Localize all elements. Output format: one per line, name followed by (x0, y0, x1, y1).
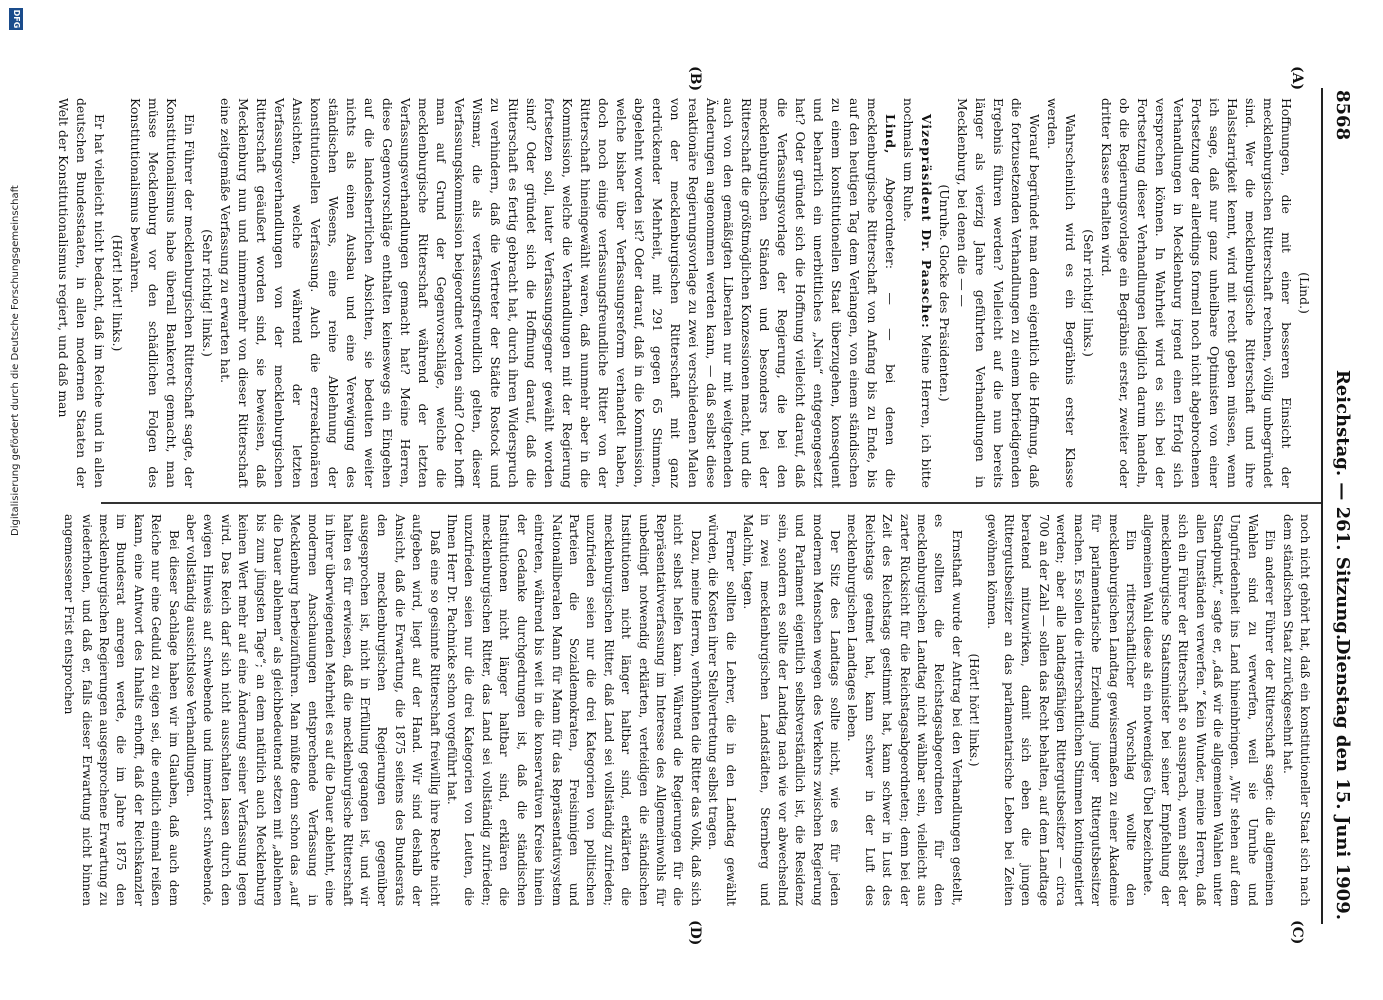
paragraph: Hoffnungen, die mit einer besseren Einsicht der mecklenburgischen Ritterschaft rechnen, völlig unbegründet sind. Wer die mecklenburgische Ritterschaft und ihre Halsstarrigkeit kennt, wird mit recht geben müssen, wenn ich sage, daß nur ganz unheilbare Optimisten von einer Fortsetzung der allerdings formell noch nicht abgebrochenen Verhandlungen in Mecklenburg irgend einen Erfolg sich versprechen können. In Wahrheit wird es sich bei der Fortsetzung dieser Verhandlungen lediglich darum handeln, ob die Regierungsvorlage ein Begräbnis erster, zweiter oder dritter Klasse erhalten wird. (1099, 98, 1295, 488)
paragraph: Ein Führer der mecklenburgischen Ritterschaft sagte, der Konstitutionalismus habe überall Bankerott gemacht, man müsse Mecklenburg vor den schädlichen Folgen des Konstitutionalismus bewahren. (128, 98, 197, 488)
interjection: (Unruhe. Glocke des Präsidenten.) (937, 184, 953, 402)
interjection: (Hört! hört! links.) (110, 234, 126, 352)
paragraph: Ein anderer Führer der Ritterschaft sagte: die allgemeinen Wahlen sind zu verwerfen, weil sie Unruhe und Ungufriedenheit ins Land hineinbringen. „Wir stehen auf dem Standpunkt,“ sagte er, „daß wir die allgemeinen Wahlen unter allen Umständen verwerfen.“ Kein Wunder, meine Herren, daß sich ein Führer der Ritterschaft so aussprach, wenn selbst der mecklenburgische Staatsminister bei seiner Empfehlung der allgemeinen Wahl diese als ein notwendiges Übel bezeichnete. (1141, 514, 1278, 906)
page-header (1327, 90, 1353, 920)
vice-president-remark (899, 98, 935, 488)
remark-text: Meine Herren, ich bitte nochmals um Ruhe. (901, 98, 935, 488)
margin-marker-d: (D) (687, 920, 703, 946)
paragraph: Der Sitz des Landtags sollte nicht, wie es für jeden modernen Menschen wegen des Verkehrs zwischen Regierung und Parlament eigentlich selbstverständlich ist, die Residenz sein, sondern es sollte der Landtag nach wie vor abwechselnd in zwei mecklenburgischen Landstädten, Sternberg und Malchin, tagen. (741, 514, 843, 906)
header-title: Reichstag. — 261. Sitzung. (1332, 369, 1353, 641)
header-date: Dienstag den 15. Juni 1909. (1332, 638, 1353, 920)
margin-marker-a: (A) (1289, 66, 1305, 91)
paragraph: Worauf begründet man denn eigentlich die Hoffnung, daß die fortzusetzenden Verhandlungen zu einem befriedigenden Ergebnis führen werden? Vielleicht auf die nun bereits länger als vierzig Jahre geführten Verhandlungen in Mecklenburg, bei denen die — — (955, 98, 1043, 488)
margin-marker-c: (C) (1289, 920, 1305, 945)
paragraph: Er hat vielleicht nicht bedacht, daß im Reiche und in allen deutschen Bundesstaaten, in allen modernen Staaten der Welt der Konstitutionalismus regiert, und daß man (56, 98, 108, 488)
paragraph: Ernsthaft wurde der Antrag bei den Verhandlungen gestellt, es sollten die Reichstagsabgeordneten für den mecklenburgischen Landtag nicht wählbar sein, vielleicht aus zarter Rücksicht für die Reichstagsabgeordneten; denn bei der Zeit des Reichstags gestimmt hat, kann schwer in Lust des Reichstags geatmet hat, kann schwer in der Luft des mecklenburgischen Landtages leben. (845, 514, 964, 906)
paragraph: Bei dieser Sachlage haben wir im Glauben, daß auch dem Reiche nur eine Geduld zu eigen sei, die endlich einmal reißen kann, eine Antwort des Inhalts erhofft, daß der Reichskanzler im Bundesrat anregen werde, die im Jahre 1875 den mecklenburgischen Regierungen ausgesprochene Erwartung zu wiederholen, und daß er, falls dieser Erwartung nicht binnen angemessener Frist entsprochen (62, 514, 181, 906)
interjection: (Hört! hört! links.) (967, 653, 982, 767)
paragraph: Wahrscheinlich wird es ein Begräbnis erster Klasse werden. (1045, 98, 1079, 488)
interjection: (Sehr richtig! links.) (199, 229, 215, 357)
paragraph: Ferner sollten die Lehrer, die in den Landtag gewählt würden, die Kosten ihrer Stellvertretung selbst tragen. (706, 514, 738, 906)
paragraph: Daß eine so gesinnte Ritterschaft freiwillig ihre Rechte nicht aufgeben wird, liegt auf der Hand. Wir sind deshalb der Ansicht, daß die Erwartung, die 1875 seitens des Bundesrats den mecklenburgischen Regierungen gegenüber ausgesprochen ist, nicht in Erfüllung gegangen ist, und wir halten es für erwiesen, daß die mecklenburgische Ritterschaft in ihrer überwiegenden Mehrheit es auf die Dauer ablehnt, eine modernen Anschauungen entsprechende Verfassung in Mecklenburg herbeizuführen. Man müßte denn schon das „auf die Dauer ablehnen“ als gleichbedeutend setzen mit „ablehnen bis zum jüngsten Tage“; an dem natürlich auch Mecklenburg keinen Wert mehr auf eine Änderung seiner Verfassung legen wird. Das Reich darf sich nicht ausschalten lassen durch den ewigen Hinweis auf schwebende und immerfort schwebende, aber vollständig aussichtslose Verhandlungen. (184, 514, 442, 906)
interjection: (Sehr richtig! links.) (1081, 229, 1097, 357)
digitization-credit: Digitalisierung gefördert durch die Deutsche Forschungsgemeinschaft (10, 185, 21, 536)
speaker-name: Vizepräsident Dr. Paasche: (919, 114, 935, 329)
paragraph: Ein ritterschaftlicher Vorschlag wollte den mecklenburgischen Landtag gewissermaßen zu einer Akademie für parlamentarische Erziehung junger Rittergutsbesitzer machen. Es sollen die ritterschaftlichen Stimmen kontingentiert werden; aber alle landtagsfähigen Rittergutsbesitzer — circa 700 an der Zahl — sollen das Recht behalten, auf dem Landtage beratend mitzuwirken, damit sich eben die jungen Rittergutsbesitzer an das parlamentarische Leben bei Zeiten gewöhnen können. (984, 514, 1138, 906)
speech-text: Abgeordneter: — — bei denen die mecklenburgische Ritterschaft von Anfang bis zu Ende, bis auf den heutigen Tag dem Verlangen, von einem ständischen zu einem konstitutionellen Staat überzugehen, konsequent und beharrlich ein unerbittliches „Nein“ entgegengesetzt hat? Oder gründet sich die Hoffnung vielleicht darauf, daß die Verfassungsvorlage der Regierung, die bei den mecklenburgischen Ständen und besonders bei der Ritterschaft die größtmöglichen Konzessionen macht, und die auch von den gemäßigten Liberalen nur mit weitgehenden Änderungen angenommen werden kann, — daß selbst diese reaktionäre Regierungsvorlage zu zwei verschiedenen Malen von der mecklenburgischen Ritterschaft mit ganz erdrückender Mehrheit, mit 291 gegen 65 Stimmen, abgelehnt worden ist? Oder darauf, daß in die Kommission, welche bisher über Verfassungsreform verhandelt haben, doch noch einige verfassungsfreundliche Ritter von der Ritterschaft hineingewählt waren, daß nunmehr aber in die Kommission, welche die Verhandlungen mit der Regierung fortsetzen soll, lauter Verfassungsgegner gewählt worden sind? Oder gründet sich die Hoffnung darauf, daß die Ritterschaft es fertig gebracht hat, durch ihren Widerspruch zu verhindern, daß die Vertreter der Städte Rostock und Wismar, die als verfassungsfreundlich gelten, dieser Verfassungskommission beigeordnet worden sind? Oder hofft man auf Grund der Gegenvorschläge, welche die mecklenburgische Ritterschaft während der letzten Verfassungsverhandlungen gemacht hat? Meine Herren, diese Gegenvorschläge enthalten keineswegs ein Eingehen auf die landesherrlichen Absichten, sie bedeuten weiter nichts als einen Ausbau und eine Verewigung des ständischen Wesens, eine reine Ablehnung der konstitutionellen Verfassung. Auch die erzreaktionären Ansichten, welche während der letzten Verfassungsverhandlungen von der mecklenburgischen Ritterschaft geäußert worden sind, sie beweisen, daß Mecklenburg nun und nimmermehr von dieser Ritterschaft eine zeitgemäße Verfassung zu erwarten hat. (217, 98, 899, 488)
speaker-tag: (Lind.) (1297, 272, 1312, 314)
header-rule (1321, 88, 1323, 924)
digitization-footer (3, 0, 25, 1000)
margin-marker-b: (B) (687, 66, 703, 92)
page-number: 8568 (1332, 90, 1353, 141)
column-divider (101, 502, 1321, 504)
dfg-logo: DFG (9, 8, 23, 30)
speech-paragraph (216, 98, 899, 488)
speaker-name: Lind, (883, 114, 899, 155)
right-column (60, 514, 1313, 906)
paragraph: noch nicht gehört hat, daß ein konstitutioneller Staat sich nach dem ständischen Staat zurückgesehnt hat. (1280, 514, 1312, 906)
left-column (54, 98, 1313, 488)
paragraph: Dazu, meine Herren, verhöhnten die Ritter das Volk, daß sich nicht selbst helfen kann. Während die Regierungen für die Repräsentativverfassung im Interesse des Allgemeinwohls für unbedingt notwendig erklärten, verteidigen die ständischen Institutionen nicht länger haltbar sind, erklärten die mecklenburgischen Ritter, daß Land sei vollständig zufrieden; unzufrieden seien nur die drei Kategorien von politischen Parteien die Sozialdemokraten, Freisinnigen und Nationalliberalen Mann für Mann für das Repräsentativsystem eintreten, während bis weit in die konservativen Kreise hinein der Gedanke durchgedrungen ist, daß die ständischen Institutionen nicht länger haltbar sind, erklären die mecklenburgischen Ritter, das Land sei vollständig zufrieden; unzufrieden seien nur die drei Kategorien von Leuten, die Ihnen Herr Dr. Pachnicke schon vorgeführt hat. (445, 514, 703, 906)
